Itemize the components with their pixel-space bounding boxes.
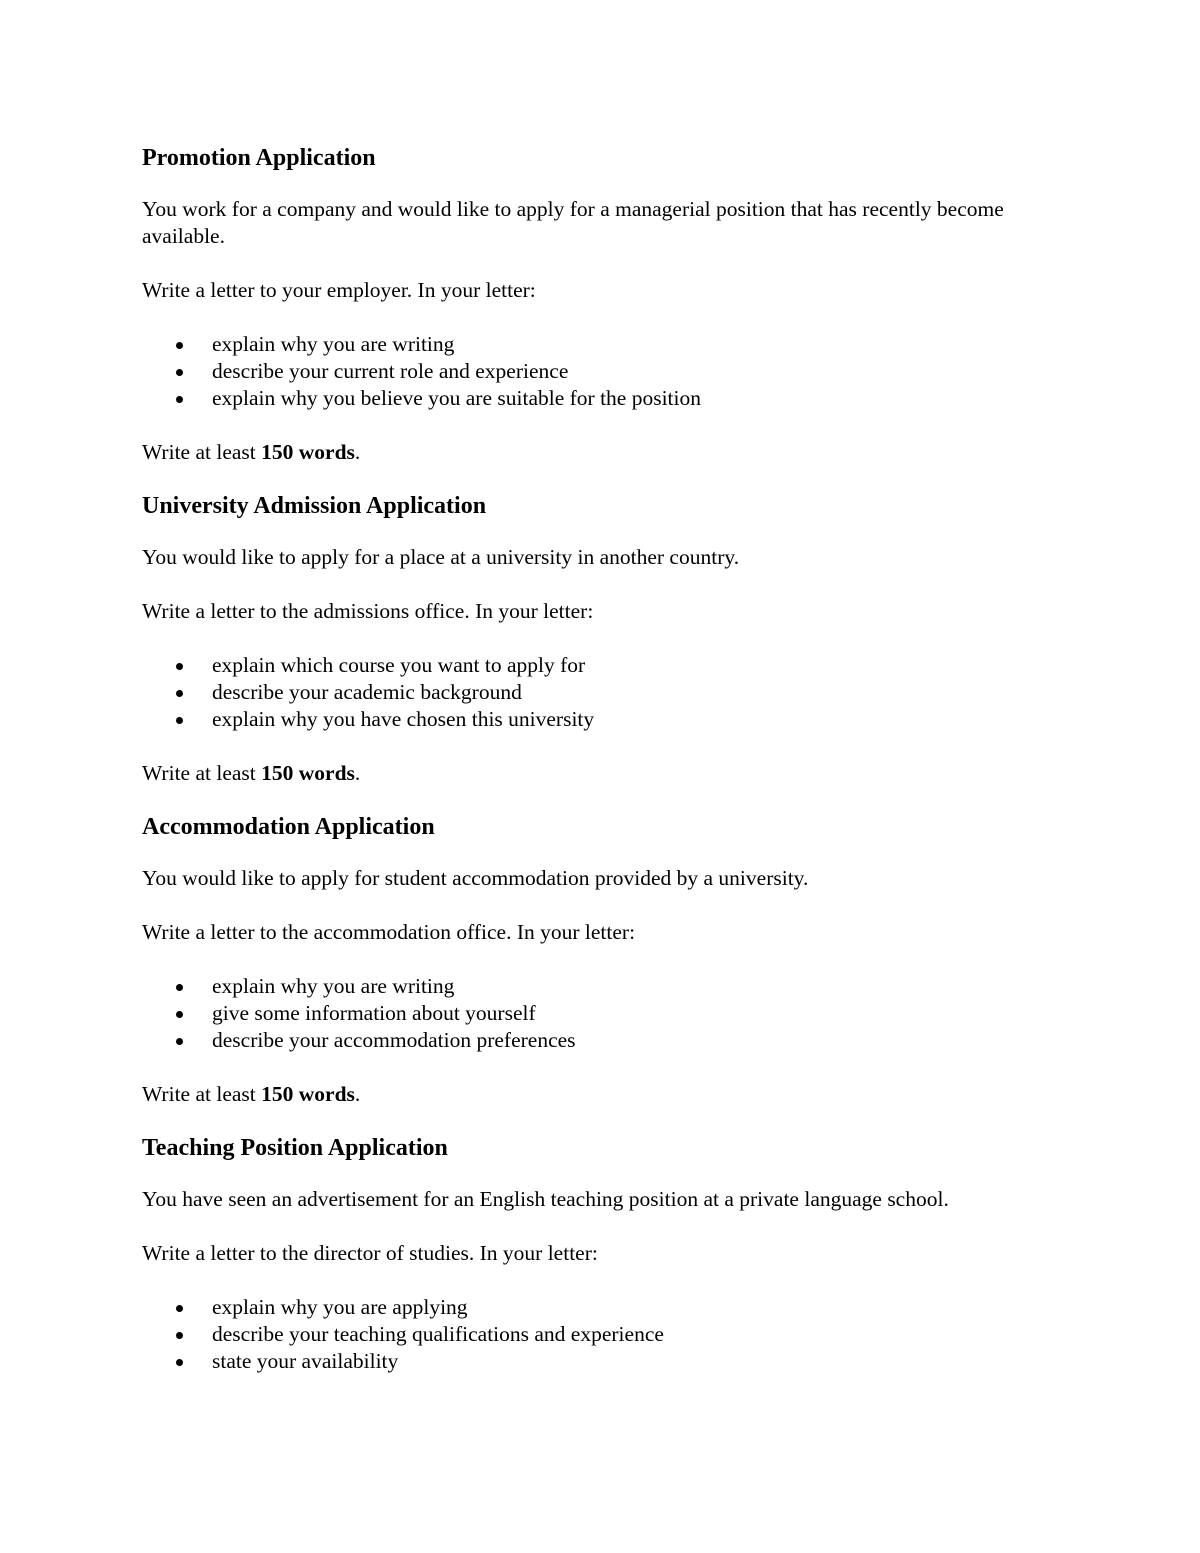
list-item-text: explain why you believe you are suitable for the position [212, 386, 701, 410]
section-title: Accommodation Application [142, 814, 435, 840]
word-count-prefix: Write at least [142, 440, 256, 464]
section-task: Write a letter to the accommodation office. In your letter: [142, 920, 636, 944]
task-list [142, 1294, 1080, 1375]
bullet-icon [176, 1305, 183, 1312]
bullet-icon [176, 1332, 183, 1339]
list-item-text: explain why you are writing [212, 974, 455, 998]
list-item [142, 1027, 1080, 1054]
list-item [142, 1348, 1080, 1375]
list-item [142, 331, 1080, 358]
section-task: Write a letter to the director of studies. In your letter: [142, 1241, 598, 1265]
list-item-text: explain which course you want to apply for [212, 653, 586, 677]
bullet-icon [176, 1038, 183, 1045]
section-title: Teaching Position Application [142, 1135, 448, 1161]
section-intro: You would like to apply for student accommodation provided by a university. [142, 866, 809, 890]
section-title: Promotion Application [142, 145, 376, 171]
task-list [142, 652, 1080, 733]
word-count-value: 150 words [261, 761, 355, 785]
word-count-note [142, 760, 1080, 787]
bullet-icon [176, 717, 183, 724]
list-item [142, 679, 1080, 706]
list-item [142, 973, 1080, 1000]
list-item-text: explain why you are writing [212, 332, 455, 356]
list-item [142, 652, 1080, 679]
section-university-admission [142, 489, 1080, 787]
section-title: University Admission Application [142, 493, 487, 519]
list-item-text: explain why you are applying [212, 1295, 468, 1319]
section-accommodation [142, 810, 1080, 1108]
bullet-icon [176, 690, 183, 697]
bullet-icon [176, 1359, 183, 1366]
bullet-icon [176, 984, 183, 991]
list-item-text: describe your accommodation preferences [212, 1028, 576, 1052]
word-count-value: 150 words [261, 440, 355, 464]
list-item-text: describe your current role and experience [212, 359, 569, 383]
word-count-suffix: . [354, 761, 361, 785]
list-item [142, 1294, 1080, 1321]
word-count-value: 150 words [261, 1082, 355, 1106]
section-intro: You work for a company and would like to apply for a managerial position that has recently become available. [142, 197, 1004, 248]
section-intro: You have seen an advertisement for an English teaching position at a private language school. [142, 1187, 949, 1211]
bullet-icon [176, 1011, 183, 1018]
list-item [142, 358, 1080, 385]
list-item-text: explain why you have chosen this university [212, 707, 595, 731]
section-intro: You would like to apply for a place at a university in another country. [142, 545, 740, 569]
list-item [142, 385, 1080, 412]
word-count-prefix: Write at least [142, 1082, 256, 1106]
word-count-prefix: Write at least [142, 761, 256, 785]
section-promotion [142, 141, 1080, 466]
list-item-text: give some information about yourself [212, 1001, 536, 1025]
bullet-icon [176, 342, 183, 349]
section-task: Write a letter to the admissions office. In your letter: [142, 599, 594, 623]
list-item [142, 1000, 1080, 1027]
list-item [142, 706, 1080, 733]
word-count-note [142, 1081, 1080, 1108]
bullet-icon [176, 663, 183, 670]
word-count-suffix: . [354, 440, 361, 464]
list-item-text: describe your teaching qualifications and experience [212, 1322, 664, 1346]
task-list [142, 973, 1080, 1054]
list-item-text: state your availability [212, 1349, 399, 1373]
section-teaching-position [142, 1131, 1080, 1375]
list-item [142, 1321, 1080, 1348]
task-list [142, 331, 1080, 412]
word-count-suffix: . [354, 1082, 361, 1106]
list-item-text: describe your academic background [212, 680, 522, 704]
section-task: Write a letter to your employer. In your letter: [142, 278, 536, 302]
word-count-note [142, 439, 1080, 466]
bullet-icon [176, 396, 183, 403]
bullet-icon [176, 369, 183, 376]
